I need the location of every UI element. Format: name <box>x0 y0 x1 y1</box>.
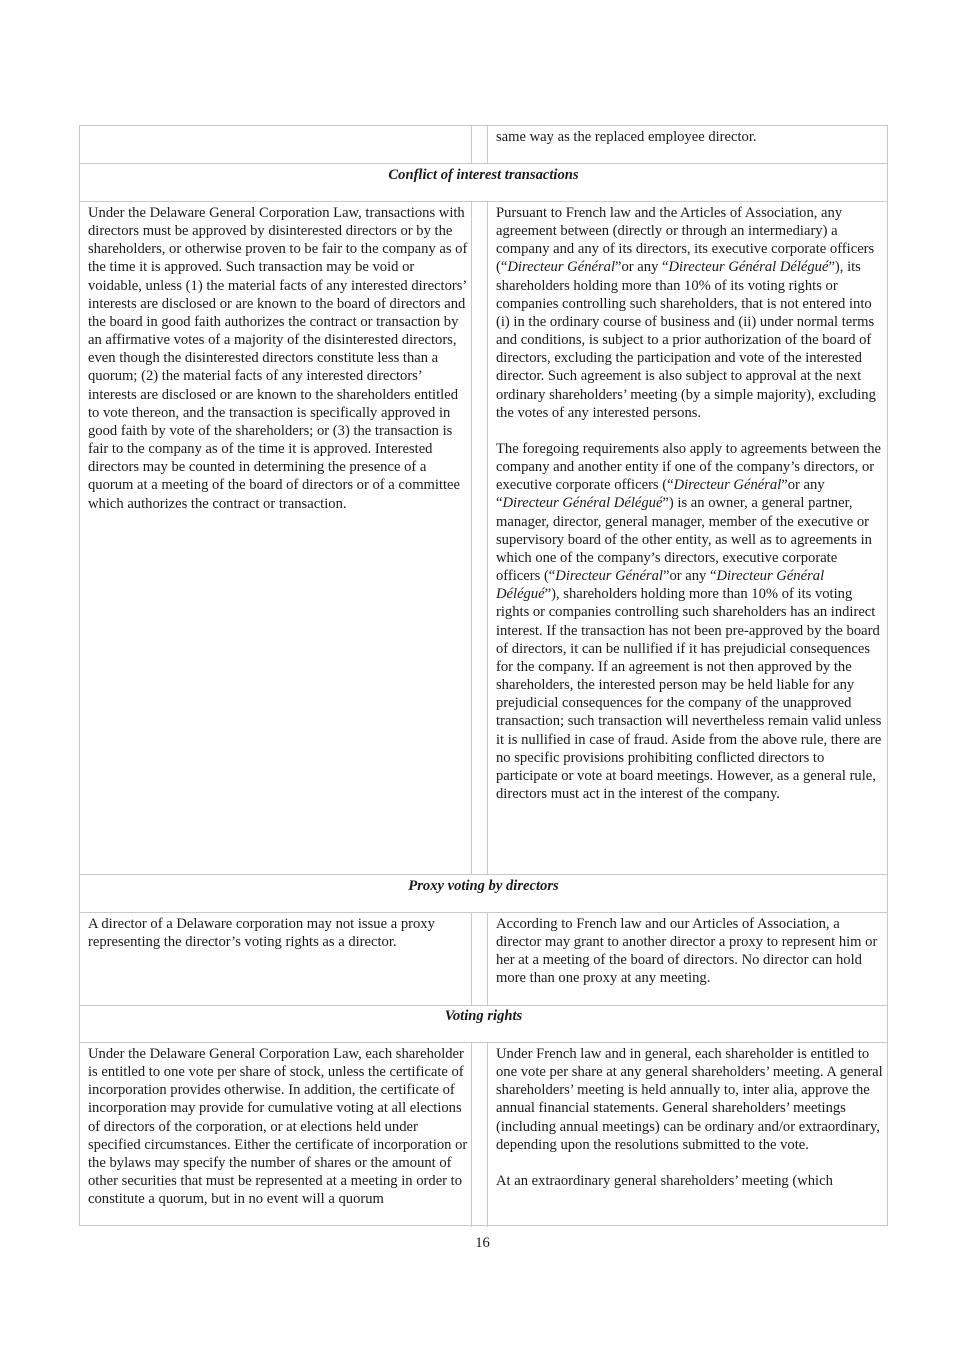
column-divider <box>487 1043 488 1227</box>
row-divider <box>80 912 887 913</box>
conflict-french-paragraph: Pursuant to French law and the Articles of Association, any agreement between (directly or through an intermediary) a company and any of its directors, its executive corporate officers (“Directeur Général”or any “Directeur Général Délégué”), its shareholders holding more than 10% of its voting rights or companies controlling such shareholders, that is not entered into (i) in the ordinary course of business and (ii) under normal terms and conditions, is subject to a prior authorization of the board of directors, excluding the participation and vote of the interested director. Such agreement is also subject to approval at the next ordinary shareholders’ meeting (by a simple majority), excluding the votes of any interested persons. <box>496 205 876 421</box>
voting-french-text <box>496 1045 884 1190</box>
column-divider <box>487 126 488 164</box>
section-heading-proxy: Proxy voting by directors <box>408 878 559 894</box>
column-divider <box>487 913 488 1006</box>
page-number: 16 <box>475 1235 490 1251</box>
column-divider <box>471 913 472 1006</box>
row-divider <box>80 163 887 164</box>
column-divider <box>471 1043 472 1227</box>
row-divider <box>80 874 887 875</box>
comparison-table <box>79 125 888 1226</box>
section-heading-conflict: Conflict of interest transactions <box>388 167 579 183</box>
column-divider <box>487 202 488 875</box>
column-divider <box>471 126 472 164</box>
voting-french-paragraph: Under French law and in general, each shareholder is entitled to one vote per share at any general shareholders’ meeting. A general shareholders’ meeting is held annually to, inter alia, approve the annual financial statements. General shareholders’ meetings (including annual meetings) can be ordinary and/or extraordinary, depending upon the resolutions submitted to the vote. <box>496 1046 883 1153</box>
conflict-delaware-text: Under the Delaware General Corporation Law, transactions with directors must be approved by disinterested directors or by the shareholders, or otherwise proven to be fair to the company as of the time it is approved. Such transaction may be void or voidable, unless (1) the material facts of any interested directors’ interests are disclosed or are known to the board of directors and the board in good faith authorizes the contract or transaction by an affirmative votes of a majority of the disinterested directors, even though the disinterested directors constitute less than a quorum; (2) the material facts of any interested directors’ interests are disclosed or are known to the shareholders entitled to vote thereon, and the transaction is specifically approved in good faith by vote of the shareholders; or (3) the transaction is fair to the company as of the time it is approved. Interested directors may be counted in determining the presence of a quorum at a meeting of the board of directors or of a committee which authorizes the contract or transaction. <box>88 205 468 512</box>
row-divider <box>80 1005 887 1006</box>
voting-french-paragraph: At an extraordinary general shareholders’ meeting (which <box>496 1173 833 1190</box>
voting-delaware-text: Under the Delaware General Corporation Law, each shareholder is entitled to one vote per share of stock, unless the certificate of incorporation provides otherwise. In addition, the certificate of incorporation may provide for cumulative voting at all elections of directors of the corporation, or at elections held under specified circumstances. Either the certificate of incorporation or the bylaws may specify the number of shares or the amount of other securities that must be represented at a meeting in order to constitute a quorum, but in no event will a quorum <box>88 1046 468 1208</box>
conflict-french-text <box>496 204 884 803</box>
section-heading-voting: Voting rights <box>444 1008 523 1024</box>
conflict-french-paragraph: The foregoing requirements also apply to agreements between the company and another entity if one of the company’s directors, or executive corporate officers (“Directeur Général”or any “Directeur Général Délégué”) is an owner, a general partner, manager, director, general manager, member of the executive or supervisory board of the other entity, as well as to agreements in which one of the company’s directors, executive corporate officers (“Directeur Général”or any “Directeur Général Délégué”), shareholders holding more than 10% of its voting rights or companies controlling such shareholders has an indirect interest. If the transaction has not been pre-approved by the board of directors, it can be nullified if it has prejudicial consequences for the company. If an agreement is not then approved by the shareholders, the interested person may be held liable for any prejudicial consequences for the company of the unapproved transaction; such transaction will nevertheless remain valid unless it is nullified in case of fraud. Aside from the above rule, there are no specific provisions prohibiting conflicted directors to participate or vote at board meetings. However, as a general rule, directors must act in the interest of the company. <box>496 441 882 802</box>
proxy-french-text: According to French law and our Articles of Association, a director may grant to another director a proxy to represent him or her at a meeting of the board of directors. No director can hold more than one proxy at any meeting. <box>496 916 878 987</box>
continuation-right-text: same way as the replaced employee director. <box>496 129 757 145</box>
row-divider <box>80 1042 887 1043</box>
row-divider <box>80 201 887 202</box>
proxy-delaware-text: A director of a Delaware corporation may not issue a proxy representing the director’s voting rights as a director. <box>88 916 435 951</box>
column-divider <box>471 202 472 875</box>
